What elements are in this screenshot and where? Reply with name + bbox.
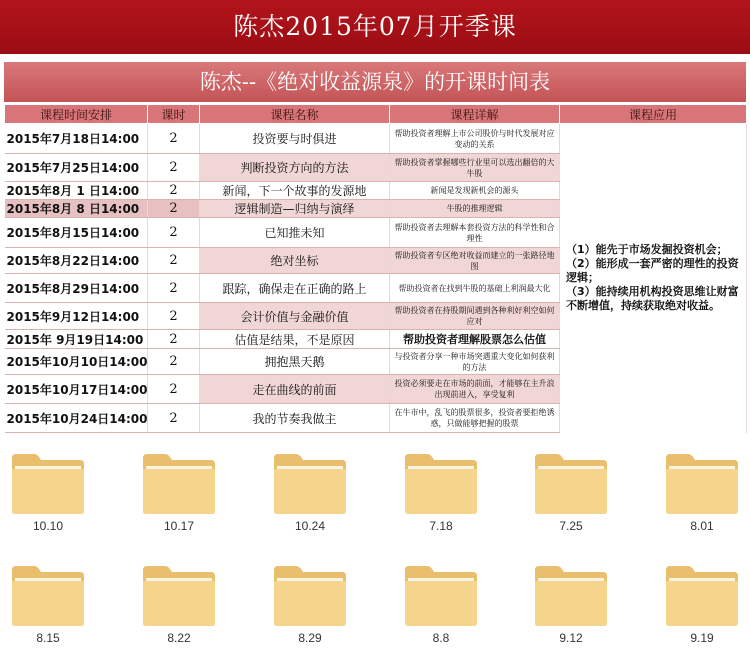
folder-label: 9.12 xyxy=(559,631,583,645)
folder-icon xyxy=(141,565,217,627)
header-name: 课程名称 xyxy=(200,105,390,124)
folder-label: 8.01 xyxy=(690,519,714,533)
course-hours: 2 xyxy=(148,200,200,218)
course-name: 已知推未知 xyxy=(200,218,390,248)
course-hours: 2 xyxy=(148,404,200,433)
folder-item[interactable] xyxy=(141,453,217,533)
course-detail: 在牛市中，乱飞的股票很多，投资者要拒绝诱惑，只做能够把握的股票 xyxy=(390,404,560,433)
course-hours: 2 xyxy=(148,218,200,248)
course-name: 走在曲线的前面 xyxy=(200,375,390,404)
course-name: 判断投资方向的方法 xyxy=(200,154,390,182)
course-date: 2015年7月18日14:00 xyxy=(5,124,148,154)
folder-item[interactable] xyxy=(141,565,217,645)
folder-icon xyxy=(403,565,479,627)
folder-item[interactable] xyxy=(403,453,479,533)
course-hours: 2 xyxy=(148,303,200,330)
folder-item[interactable] xyxy=(533,565,609,645)
folder-label: 10.17 xyxy=(163,519,195,533)
course-detail: 帮助投资者在持股期间遇到各种利好利空如何应对 xyxy=(390,303,560,330)
course-hours: 2 xyxy=(148,375,200,404)
application-item: （3）能持续用机构投资思维让财富不断增值，持续获取绝对收益。 xyxy=(566,285,739,313)
folder-label: 8.22 xyxy=(167,631,191,645)
course-name: 拥抱黑天鹅 xyxy=(200,349,390,375)
folder-icon xyxy=(141,453,217,515)
application-item: （2）能形成一套严密的理性的投资 逻辑； xyxy=(566,257,739,285)
course-date: 2015年8月15日14:00 xyxy=(5,218,148,248)
folder-icon xyxy=(10,453,86,515)
course-detail: 帮助投资者专区绝对收益而建立的一张路径地图 xyxy=(390,248,560,274)
course-date: 2015年 9月19日14:00 xyxy=(5,330,148,349)
page-banner xyxy=(0,0,750,54)
header-date: 课程时间安排 xyxy=(5,105,148,124)
course-date: 2015年10月10日14:00 xyxy=(5,349,148,375)
course-hours: 2 xyxy=(148,330,200,349)
folder-icon xyxy=(10,565,86,627)
course-detail: 投资必须要走在市场的前面，才能够在主升浪出现前进入，享受复利 xyxy=(390,375,560,404)
course-name: 会计价值与金融价值 xyxy=(200,303,390,330)
folder-label: 8.15 xyxy=(36,631,60,645)
header-detail: 课程详解 xyxy=(390,105,560,124)
folder-icon xyxy=(664,565,740,627)
course-hours: 2 xyxy=(148,274,200,303)
folder-item[interactable] xyxy=(664,453,740,533)
course-hours: 2 xyxy=(148,154,200,182)
schedule-table xyxy=(4,104,747,433)
course-name: 逻辑制造—归纳与演绎 xyxy=(200,200,390,218)
folder-item[interactable] xyxy=(272,565,348,645)
course-date: 2015年7月25日14:00 xyxy=(5,154,148,182)
folder-item[interactable] xyxy=(533,453,609,533)
course-name: 投资要与时俱进 xyxy=(200,124,390,154)
course-date: 2015年8月29日14:00 xyxy=(5,274,148,303)
course-detail: 牛股的推理逻辑 xyxy=(390,200,560,218)
course-date: 2015年10月24日14:00 xyxy=(5,404,148,433)
folder-item[interactable] xyxy=(10,453,86,533)
course-hours: 2 xyxy=(148,248,200,274)
folder-label: 10.10 xyxy=(32,519,64,533)
course-detail: 帮助投资者理解股票怎么估值 xyxy=(390,330,560,349)
folder-icon xyxy=(664,453,740,515)
header-hours: 课时 xyxy=(148,105,200,124)
course-name: 估值是结果，不是原因 xyxy=(200,330,390,349)
folder-icon xyxy=(403,453,479,515)
course-date: 2015年9月12日14:00 xyxy=(5,303,148,330)
course-detail: 帮助投资者在找到牛股的基础上利润最大化 xyxy=(390,274,560,303)
folder-item[interactable] xyxy=(664,565,740,645)
course-date: 2015年8月 8 日14:00 xyxy=(5,200,148,218)
table-row xyxy=(5,124,747,154)
course-name: 我的节奏我做主 xyxy=(200,404,390,433)
course-hours: 2 xyxy=(148,124,200,154)
folder-icon xyxy=(272,453,348,515)
course-application xyxy=(560,124,747,433)
folder-grid xyxy=(0,449,750,669)
table-header-row xyxy=(5,105,747,124)
folder-icon xyxy=(533,565,609,627)
folder-item[interactable] xyxy=(403,565,479,645)
course-name: 绝对坐标 xyxy=(200,248,390,274)
folder-label: 7.25 xyxy=(559,519,583,533)
folder-item[interactable] xyxy=(10,565,86,645)
header-application: 课程应用 xyxy=(560,105,747,124)
application-item: （1）能先于市场发掘投资机会； xyxy=(566,243,728,257)
folder-item[interactable] xyxy=(272,453,348,533)
folder-label: 8.29 xyxy=(298,631,322,645)
course-hours: 2 xyxy=(148,182,200,200)
course-date: 2015年8月22日14:00 xyxy=(5,248,148,274)
folder-label: 9.19 xyxy=(690,631,714,645)
course-detail: 帮助投资者去理解本套投资方法的科学性和合理性 xyxy=(390,218,560,248)
folder-label: 7.18 xyxy=(429,519,453,533)
subtitle-text: 陈杰--《绝对收益源泉》的开课时间表 xyxy=(199,70,551,94)
course-date: 2015年10月17日14:00 xyxy=(5,375,148,404)
folder-icon xyxy=(533,453,609,515)
course-name: 跟踪，确保走在正确的路上 xyxy=(200,274,390,303)
course-date: 2015年8月 1 日14:00 xyxy=(5,182,148,200)
course-detail: 帮助投资者掌握哪些行业里可以选出翻倍的大牛股 xyxy=(390,154,560,182)
course-name: 新闻，下一个故事的发源地 xyxy=(200,182,390,200)
course-hours: 2 xyxy=(148,349,200,375)
folder-label: 10.24 xyxy=(294,519,326,533)
course-detail: 新闻是发现新机会的源头 xyxy=(390,182,560,200)
folder-icon xyxy=(272,565,348,627)
course-detail: 帮助投资者理解上市公司股价与时代发展对应变动的关系 xyxy=(390,124,560,154)
course-detail: 与投资者分享一种市场突遇重大变化如何获利的方法 xyxy=(390,349,560,375)
schedule-subtitle xyxy=(4,62,746,102)
folder-label: 8.8 xyxy=(432,631,450,645)
banner-title: 陈杰2015年07月开季课 xyxy=(233,12,517,41)
